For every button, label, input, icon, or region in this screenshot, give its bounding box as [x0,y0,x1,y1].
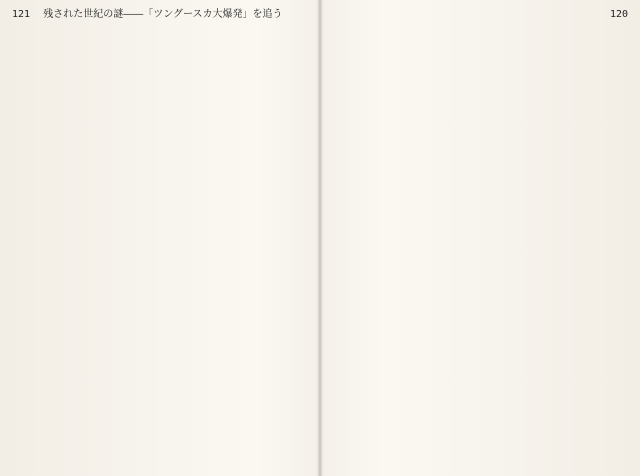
left-page-body-text [14,26,302,464]
right-page-header [334,8,628,22]
right-page-number: 120 [609,9,628,20]
left-page-number: 121 [12,9,31,20]
left-page-header [12,8,306,22]
right-page-body-text [338,26,626,464]
right-page [320,0,640,476]
left-running-head: 残された世紀の謎――「ツングースカ大爆発」を追う [43,9,283,20]
